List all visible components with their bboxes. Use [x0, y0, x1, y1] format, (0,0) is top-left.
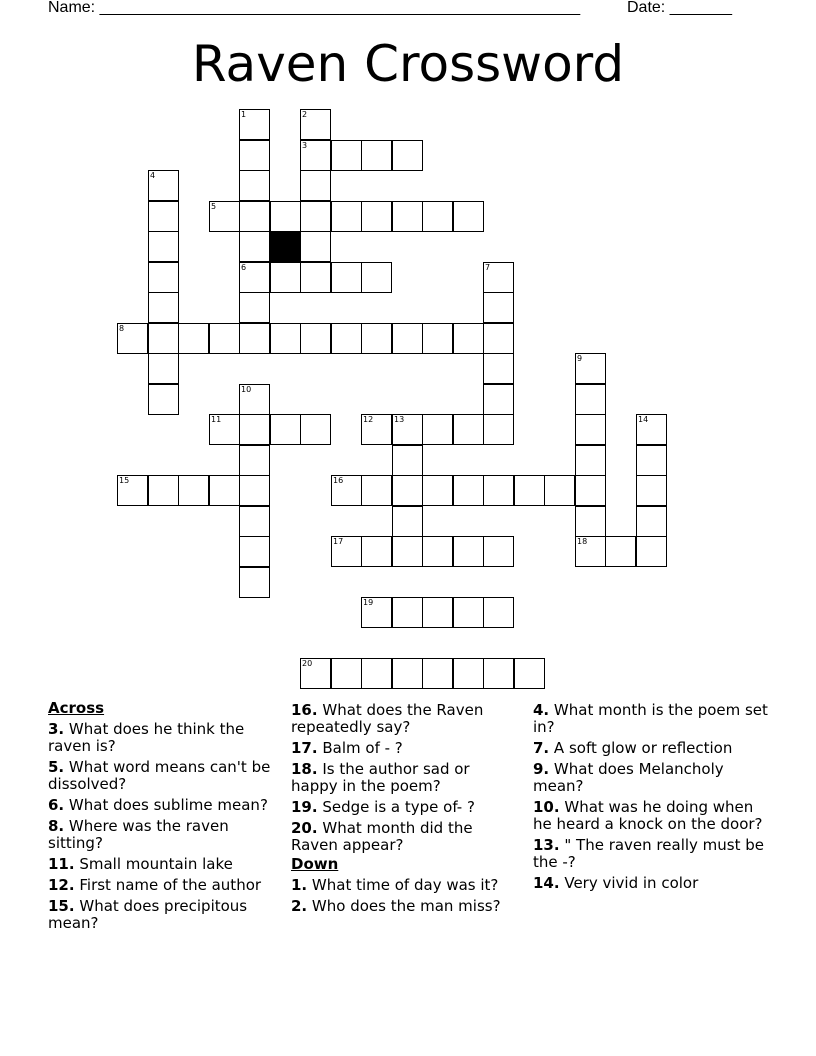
grid-cell[interactable] [117, 323, 148, 354]
grid-cell[interactable] [575, 353, 606, 384]
grid-cell[interactable] [453, 597, 484, 628]
clue-number: 1 [241, 110, 247, 119]
grid-cell[interactable] [239, 231, 270, 262]
clue-number: 8 [119, 324, 125, 333]
across-clue: 11. Small mountain lake [48, 855, 233, 873]
grid-cell[interactable] [361, 597, 392, 628]
grid-cell[interactable] [361, 536, 392, 567]
grid-cell[interactable] [483, 414, 514, 445]
clue-number: 15 [119, 476, 130, 485]
grid-cell[interactable] [209, 414, 240, 445]
clue-number: 18 [577, 537, 588, 546]
date-field-label: Date: _______ [627, 0, 732, 16]
grid-cell[interactable] [422, 414, 453, 445]
across-clue: 17. Balm of - ? [291, 739, 403, 757]
down-clue: 14. Very vivid in color [533, 874, 699, 892]
grid-cell[interactable] [361, 414, 392, 445]
clue-number: 17 [333, 537, 344, 546]
grid-cell[interactable] [392, 536, 423, 567]
clue-column-3 [533, 702, 768, 896]
grid-cell[interactable] [270, 201, 301, 232]
clue-column-1 [48, 700, 278, 936]
across-clue: 5. What word means can't be dissolved? [48, 758, 271, 793]
grid-cell[interactable] [148, 231, 179, 262]
grid-cell[interactable] [239, 170, 270, 201]
grid-cell[interactable] [331, 262, 362, 293]
clue-number: 16 [333, 476, 344, 485]
grid-cell[interactable] [544, 475, 575, 506]
grid-cell[interactable] [239, 414, 270, 445]
grid-cell[interactable] [270, 414, 301, 445]
grid-cell[interactable] [422, 597, 453, 628]
grid-cell[interactable] [392, 414, 423, 445]
grid-cell[interactable] [392, 506, 423, 537]
grid-cell[interactable] [239, 445, 270, 476]
clue-column-2 [291, 702, 516, 919]
clue-number: 13 [394, 415, 405, 424]
clue-number: 5 [211, 202, 217, 211]
grid-cell[interactable] [575, 475, 606, 506]
grid-cell[interactable] [483, 353, 514, 384]
grid-cell[interactable] [300, 109, 331, 140]
grid-cell[interactable] [239, 475, 270, 506]
grid-cell[interactable] [422, 475, 453, 506]
grid-cell[interactable] [453, 536, 484, 567]
grid-cell[interactable] [422, 536, 453, 567]
clue-number: 11 [211, 415, 222, 424]
grid-cell[interactable] [331, 201, 362, 232]
grid-cell[interactable] [148, 353, 179, 384]
grid-cell[interactable] [300, 658, 331, 689]
clue-number: 14 [638, 415, 649, 424]
across-clue: 15. What does precipitous mean? [48, 897, 248, 932]
grid-cell[interactable] [148, 384, 179, 415]
grid-cell[interactable] [239, 384, 270, 415]
grid-cell[interactable] [636, 414, 667, 445]
grid-cell[interactable] [453, 414, 484, 445]
grid-cell[interactable] [514, 658, 545, 689]
clue-number: 20 [302, 659, 313, 668]
grid-cell[interactable] [239, 292, 270, 323]
grid-cell[interactable] [148, 170, 179, 201]
grid-cell[interactable] [422, 201, 453, 232]
clue-number: 4 [150, 171, 156, 180]
clue-number: 2 [302, 110, 308, 119]
grid-cell[interactable] [300, 201, 331, 232]
across-clue: 16. What does the Raven repeatedly say? [291, 701, 484, 736]
grid-cell[interactable] [300, 414, 331, 445]
down-clue: 1. What time of day was it? [291, 876, 499, 894]
grid-cell[interactable] [300, 170, 331, 201]
grid-cell[interactable] [239, 536, 270, 567]
grid-cell[interactable] [422, 323, 453, 354]
across-clue: 12. First name of the author [48, 876, 262, 894]
grid-cell[interactable] [270, 323, 301, 354]
grid-cell[interactable] [361, 140, 392, 171]
grid-cell[interactable] [636, 536, 667, 567]
grid-cell[interactable] [117, 475, 148, 506]
grid-cell[interactable] [331, 140, 362, 171]
down-clue: 4. What month is the poem set in? [533, 701, 768, 736]
grid-cell[interactable] [453, 323, 484, 354]
grid-cell[interactable] [361, 262, 392, 293]
grid-cell[interactable] [300, 262, 331, 293]
name-field-label: Name: ______________________________________________________ [48, 0, 581, 16]
grid-cell[interactable] [331, 658, 362, 689]
grid-cell[interactable] [483, 384, 514, 415]
grid-cell[interactable] [514, 475, 545, 506]
grid-cell[interactable] [331, 536, 362, 567]
grid-cell[interactable] [636, 475, 667, 506]
grid-cell[interactable] [239, 567, 270, 598]
grid-cell[interactable] [209, 201, 240, 232]
grid-cell[interactable] [239, 109, 270, 140]
clue-number: 12 [363, 415, 374, 424]
grid-cell[interactable] [392, 597, 423, 628]
grid-cell[interactable] [392, 658, 423, 689]
grid-cell[interactable] [148, 323, 179, 354]
grid-cell[interactable] [148, 201, 179, 232]
grid-cell[interactable] [239, 140, 270, 171]
grid-cell[interactable] [422, 658, 453, 689]
grid-cell[interactable] [392, 475, 423, 506]
grid-cell[interactable] [483, 323, 514, 354]
grid-cell[interactable] [148, 262, 179, 293]
grid-cell[interactable] [361, 658, 392, 689]
grid-cell[interactable] [239, 262, 270, 293]
grid-cell[interactable] [209, 475, 240, 506]
down-heading: Down [291, 855, 339, 873]
down-clue: 2. Who does the man miss? [291, 897, 501, 915]
grid-cell[interactable] [575, 536, 606, 567]
grid-black-cell [270, 231, 301, 262]
clue-number: 9 [577, 354, 583, 363]
grid-cell[interactable] [361, 201, 392, 232]
clue-number: 6 [241, 263, 247, 272]
grid-cell[interactable] [361, 475, 392, 506]
down-clue: 9. What does Melancholy mean? [533, 760, 724, 795]
grid-cell[interactable] [392, 445, 423, 476]
grid-cell[interactable] [453, 201, 484, 232]
grid-cell[interactable] [392, 140, 423, 171]
grid-cell[interactable] [453, 475, 484, 506]
down-clue: 7. A soft glow or reflection [533, 739, 733, 757]
grid-cell[interactable] [178, 475, 209, 506]
grid-cell[interactable] [636, 506, 667, 537]
across-clue: 20. What month did the Raven appear? [291, 819, 473, 854]
grid-cell[interactable] [575, 414, 606, 445]
grid-cell[interactable] [453, 658, 484, 689]
clue-number: 10 [241, 385, 252, 394]
across-clue: 19. Sedge is a type of- ? [291, 798, 475, 816]
grid-cell[interactable] [483, 262, 514, 293]
grid-cell[interactable] [575, 384, 606, 415]
down-clue: 10. What was he doing when he heard a knock on the door? [533, 798, 763, 833]
grid-cell[interactable] [483, 536, 514, 567]
grid-cell[interactable] [605, 536, 636, 567]
across-clue: 8. Where was the raven sitting? [48, 817, 229, 852]
grid-cell[interactable] [239, 201, 270, 232]
grid-cell[interactable] [239, 323, 270, 354]
grid-cell[interactable] [300, 231, 331, 262]
grid-cell[interactable] [483, 292, 514, 323]
grid-cell[interactable] [361, 323, 392, 354]
page-title: Raven Crossword [191, 35, 625, 93]
grid-cell[interactable] [148, 475, 179, 506]
grid-cell[interactable] [270, 262, 301, 293]
clue-number: 3 [302, 141, 308, 150]
across-heading: Across [48, 699, 105, 717]
grid-cell[interactable] [331, 475, 362, 506]
down-clue: 13. " The raven really must be the -? [533, 836, 765, 871]
across-clue: 18. Is the author sad or happy in the poem? [291, 760, 470, 795]
grid-cell[interactable] [483, 597, 514, 628]
grid-cell[interactable] [239, 506, 270, 537]
clue-number: 7 [485, 263, 491, 272]
clue-number: 19 [363, 598, 374, 607]
grid-cell[interactable] [331, 323, 362, 354]
grid-cell[interactable] [392, 201, 423, 232]
grid-cell[interactable] [148, 292, 179, 323]
grid-cell[interactable] [300, 323, 331, 354]
grid-cell[interactable] [483, 475, 514, 506]
across-clue: 3. What does he think the raven is? [48, 720, 245, 755]
grid-cell[interactable] [392, 323, 423, 354]
across-clue: 6. What does sublime mean? [48, 796, 268, 814]
grid-cell[interactable] [483, 658, 514, 689]
grid-cell[interactable] [575, 445, 606, 476]
grid-cell[interactable] [636, 445, 667, 476]
grid-cell[interactable] [300, 140, 331, 171]
grid-cell[interactable] [209, 323, 240, 354]
grid-cell[interactable] [178, 323, 209, 354]
grid-cell[interactable] [575, 506, 606, 537]
